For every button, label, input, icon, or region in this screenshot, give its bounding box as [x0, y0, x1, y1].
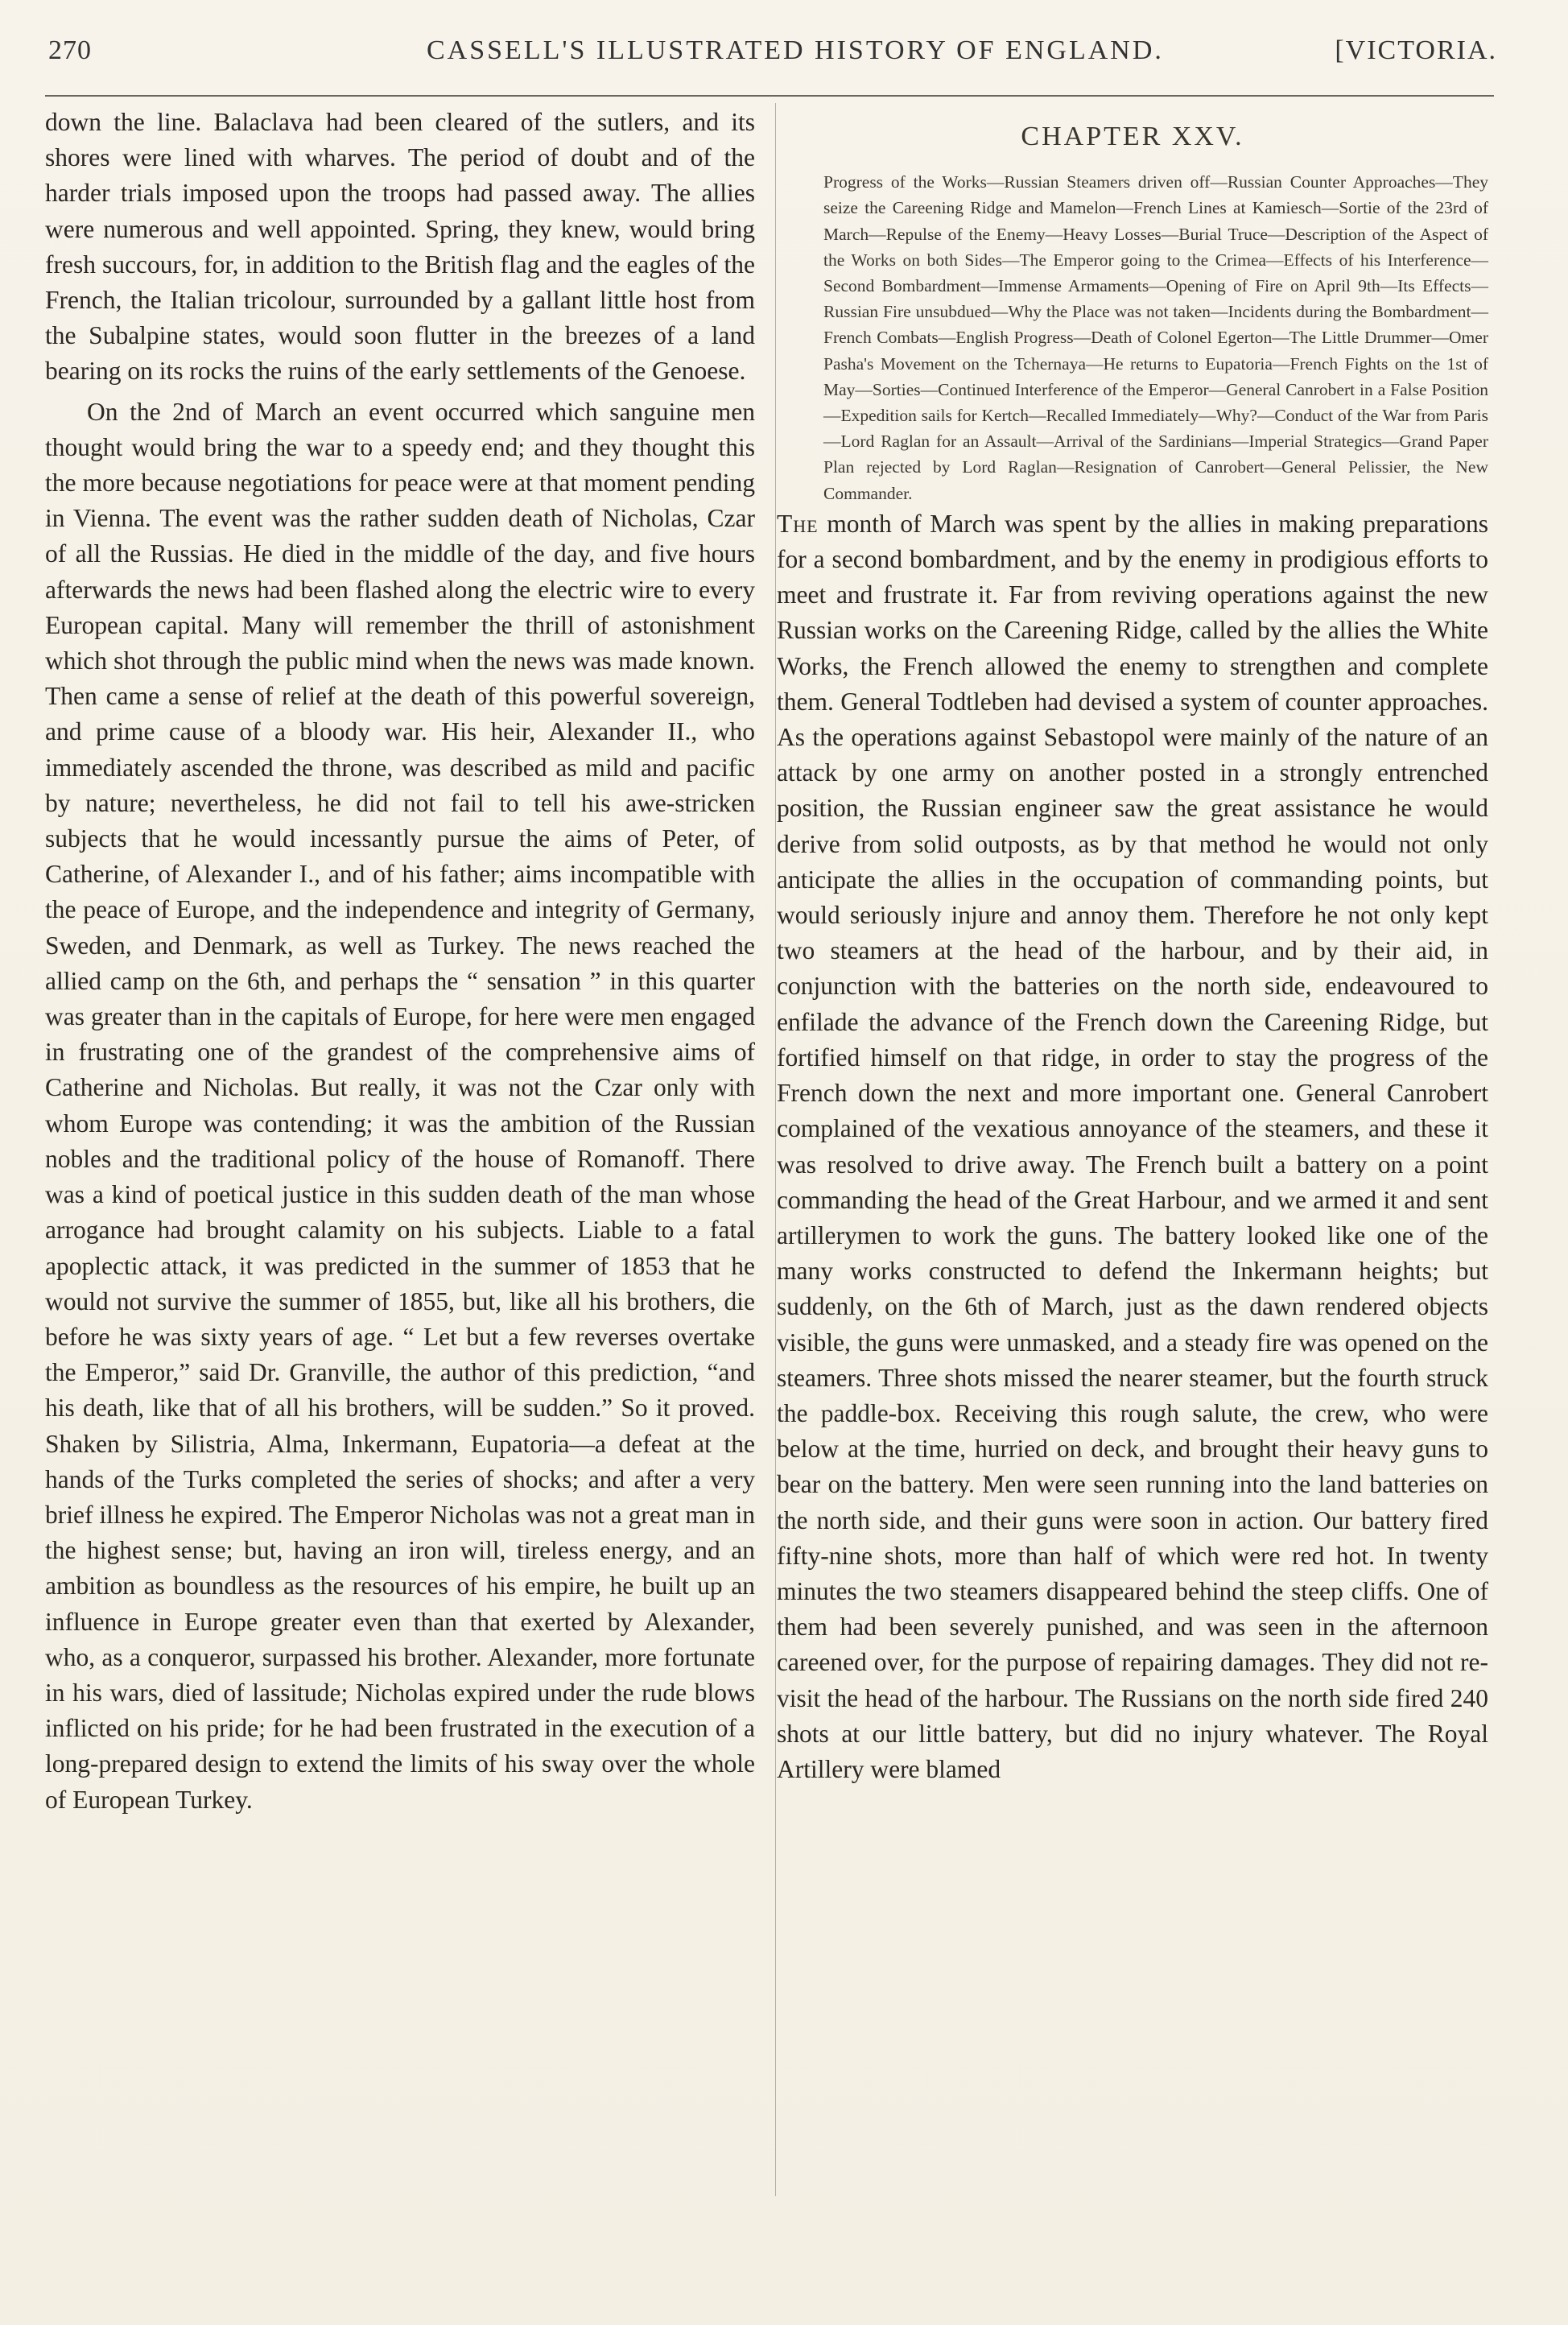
- paragraph: On the 2nd of March an event occurred which sanguine men thought would bring the war to a speedy end; and they thought this the more because negotiations for peace were at that moment pending in Vienna. The event was the rather sudden death of Nicholas, Czar of all the Russias. He died in the middle of the day, and five hours afterwards the news had been flashed along the electric wire to every European capital. Many will remember the thrill of astonishment which shot through the public mind when the news was made known. Then came a sense of relief at the death of this powerful sovereign, and prime cause of a bloody war. His heir, Alexander II., who immediately ascended the throne, was described as mild and pacific by nature; nevertheless, he did not fail to tell his awe-stricken subjects that he would incessantly pursue the aims of Peter, of Catherine, of Alexander I., and of his father; aims incompatible with the peace of Europe, and the independence and integrity of Germany, Sweden, and Denmark, as well as Turkey. The news reached the allied camp on the 6th, and perhaps the “ sensation ” in this quarter was greater than in the capitals of Europe, for here were men engaged in frustrating one of the grandest of the comprehensive aims of Catherine and Nicholas. But really, it was not the Czar only with whom Europe was contending; it was the ambition of the Russian nobles and the traditional policy of the house of Romanoff. There was a kind of poetical justice in this sudden death of the man whose arrogance had brought calamity on his subjects. Liable to a fatal apoplectic attack, it was predicted in the summer of 1853 that he would not survive the summer of 1855, but, like all his brothers, die before he was sixty years of age. “ Let but a few reverses overtake the Emperor,” said Dr. Granville, the author of this prediction, “and his death, like that of all his brothers, will be sudden.” So it proved. Shaken by Silistria, Alma, Inkermann, Eupatoria—a defeat at the hands of the Turks completed the series of shocks; and after a very brief illness he expired. The Emperor Nicholas was not a great man in the highest sense; but, having an iron will, tireless energy, and an ambition as boundless as the resources of his empire, he built up an influence in Europe greater even than that exerted by Alexander, who, as a conqueror, surpassed his brother. Alexander, more fortunate in his wars, died of lassitude; Nicholas expired under the rude blows inflicted on his pride; for he had been frustrated in the execution of a long-prepared design to extend the limits of his sway over the whole of European Turkey.: [45, 397, 756, 1814]
- left-column: [45, 105, 755, 1818]
- page-number: 270: [48, 35, 92, 65]
- book-title: CASSELL'S ILLUSTRATED HISTORY OF ENGLAND.: [427, 35, 1164, 65]
- opening-word: The: [777, 509, 819, 538]
- chapter-body-text: month of March was spent by the allies in making preparations for a second bombardment, and by the enemy in prodigious efforts to meet and frustrate it. Far from reviving operations against the new Russian works on the Careening Ridge, called by the allies the White Works, the French allowed the enemy to strengthen and complete them. General Todtleben had devised a system of counter approaches. As the operations against Sebastopol were mainly of the nature of an attack by one army on another posted in a strongly entrenched position, the Russian engineer saw the great assistance he would derive from solid outposts, as by that method he would not only anticipate the allies in the occupation of commanding points, but would seriously injure and annoy them. Therefore he not only kept two steamers at the head of the harbour, and by their aid, in conjunction with the batteries on the north side, endeavoured to enfilade the advance of the French down the Careening Ridge, but fortified himself on that ridge, in order to stay the progress of the French down the next and more important one. General Canrobert complained of the vexatious annoyance of the steamers, and these it was resolved to drive away. The French built a battery on a point commanding the head of the Great Harbour, and we armed it and sent artillerymen to work the guns. The battery looked like one of the many works constructed to defend the Inkermann heights; but suddenly, on the 6th of March, just as the dawn rendered objects visible, the guns were unmasked, and a steady fire was opened on the steamers. Three shots missed the nearer steamer, but the fourth struck the paddle-box. Receiving this rough salute, the crew, who were below at the time, hurried on deck, and brought their heavy guns to bear on the battery. Men were seen running into the land batteries on the north side, and their guns were soon in action. Our battery fired fifty-nine shots, more than half of which were red hot. In twenty minutes the two steamers disappeared behind the steep cliffs. One of them had been severely punished, and was seen in the afternoon careened over, for the purpose of repairing damages. They did not re-visit the head of the harbour. The Russians on the north side fired 240 shots at our little battery, but did no injury whatever. The Royal Artillery were blamed: [777, 509, 1488, 1783]
- header-rule: [45, 95, 1494, 97]
- right-column: [777, 105, 1488, 1787]
- chapter-heading: CHAPTER XXV.: [1021, 122, 1244, 151]
- paragraph: down the line. Balaclava had been cleared of the sutlers, and its shores were lined with wharves. The period of doubt and of the harder trials imposed upon the troops had passed away. The allies were numerous and well appointed. Spring, they knew, would bring fresh succours, for, in addition to the British flag and the eagles of the French, the Italian tricolour, surrounded by a gallant little host from the Subalpine states, would soon flutter in the breezes of a land bearing on its rocks the ruins of the early settlements of the Genoese.: [45, 108, 755, 386]
- running-head: [48, 35, 1497, 77]
- column-divider: [775, 103, 776, 2196]
- chapter-body: [777, 506, 1488, 1787]
- chapter-summary: Progress of the Works—Russian Steamers driven off—Russian Counter Approaches—They seize the Careening Ridge and Mamelon—French Lines at Kamiesch—Sortie of the 23rd of March—Repulse of the Enemy—Heavy Losses—Burial Truce—Description of the Aspect of the Works on both Sides—The Emperor going to the Crimea—Effects of his Interference—Second Bombardment—Immense Armaments—Opening of Fire on April 9th—Its Effects—Russian Fire unsubdued—Why the Place was not taken—Incidents during the Bombardment—French Combats—English Progress—Death of Colonel Egerton—The Little Drummer—Omer Pasha's Movement on the Tchernaya—He returns to Eupatoria—French Fights on the 1st of May—Sorties—Continued Interference of the Emperor—General Canrobert in a False Position—Expedition sails for Kertch—Recalled Immediately—Why?—Conduct of the War from Paris—Lord Raglan for an Assault—Arrival of the Sardinians—Imperial Strategics—Grand Paper Plan rejected by Lord Raglan—Resignation of Canrobert—General Pelissier, the New Commander.: [823, 172, 1488, 503]
- section-label: [VICTORIA.: [1335, 35, 1497, 65]
